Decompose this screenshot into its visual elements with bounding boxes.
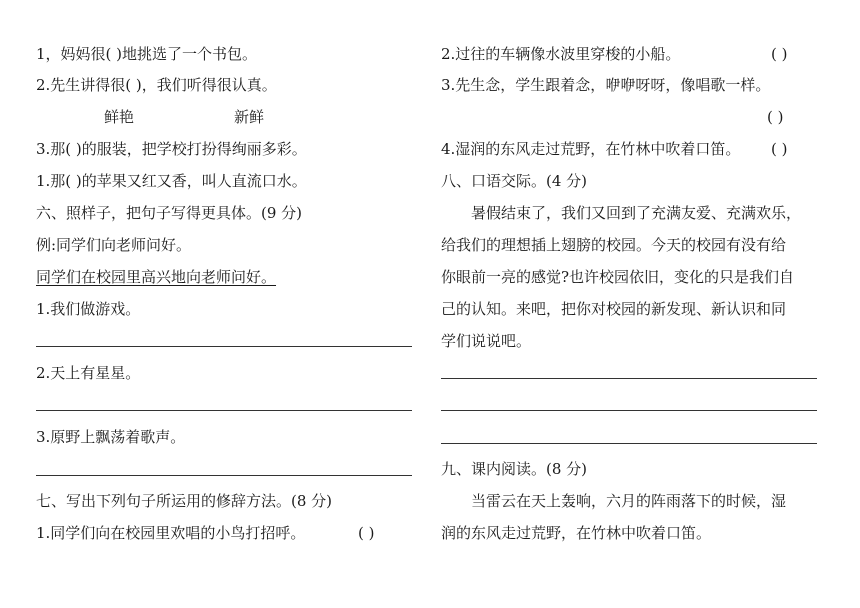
speaking-answer-line-3[interactable] [441,443,817,444]
reading-passage-line-2: 润的东风走过荒野，在竹林中吹着口笛。 [441,524,712,542]
expand-question-1: 1.我们做游戏。 [36,300,141,318]
rhetoric-answer-2[interactable]: ( ) [771,45,788,63]
rhetoric-answer-4[interactable]: ( ) [771,140,788,158]
expand-question-2: 2.天上有星星。 [36,364,141,382]
speaking-answer-line-2[interactable] [441,410,817,411]
rhetoric-answer-3[interactable]: ( ) [767,108,784,126]
speaking-paragraph-line-3: 你眼前一亮的感觉?也许校园依旧，变化的只是我们自 [441,268,795,286]
section-seven-heading: 七、写出下列句子所运用的修辞方法。(8 分) [36,492,333,510]
fill-blank-item-4: 1.那( )的苹果又红又香，叫人直流口水。 [36,172,307,190]
section-six-heading: 六、照样子，把句子写得更具体。(9 分) [36,204,303,222]
example-sentence: 例:同学们向老师问好。 [36,236,192,254]
fill-blank-item-3: 3.那( )的服装，把学校打扮得绚丽多彩。 [36,140,307,158]
expand-question-3: 3.原野上飘荡着歌声。 [36,428,186,446]
rhetoric-item-4: 4.湿润的东风走过荒野，在竹林中吹着口笛。 [441,140,741,158]
fill-blank-item-1: 1，妈妈很( )地挑选了一个书包。 [36,45,258,63]
rhetoric-answer-1[interactable]: ( ) [358,524,375,542]
rhetoric-item-3: 3.先生念，学生跟着念，咿咿呀呀，像唱歌一样。 [441,76,771,94]
speaking-paragraph-line-4: 己的认知。来吧，把你对校园的新发现、新认识和同 [441,300,787,318]
answer-line-3[interactable] [36,475,412,476]
rhetoric-item-2: 2.过往的车辆像水波里穿梭的小船。 [441,45,681,63]
speaking-paragraph-line-1: 暑假结束了，我们又回到了充满友爱、充满欢乐， [471,204,802,222]
fill-blank-item-2: 2.先生讲得很( )，我们听得很认真。 [36,76,277,94]
answer-line-2[interactable] [36,410,412,411]
section-eight-heading: 八、口语交际。(4 分) [441,172,588,190]
speaking-paragraph-line-2: 给我们的理想插上翅膀的校园。今天的校园有没有给 [441,236,787,254]
word-choice-1: 鲜艳 [104,108,135,126]
rhetoric-item-1: 1.同学们向在校园里欢唱的小鸟打招呼。 [36,524,306,542]
section-nine-heading: 九、课内阅读。(8 分) [441,460,588,478]
example-answer: 同学们在校园里高兴地向老师问好。 [36,268,277,286]
answer-line-1[interactable] [36,346,412,347]
speaking-answer-line-1[interactable] [441,378,817,379]
reading-passage-line-1: 当雷云在天上轰响，六月的阵雨落下的时候，湿 [471,492,787,510]
word-choice-2: 新鲜 [234,108,265,126]
speaking-paragraph-line-5: 学们说说吧。 [441,332,532,350]
